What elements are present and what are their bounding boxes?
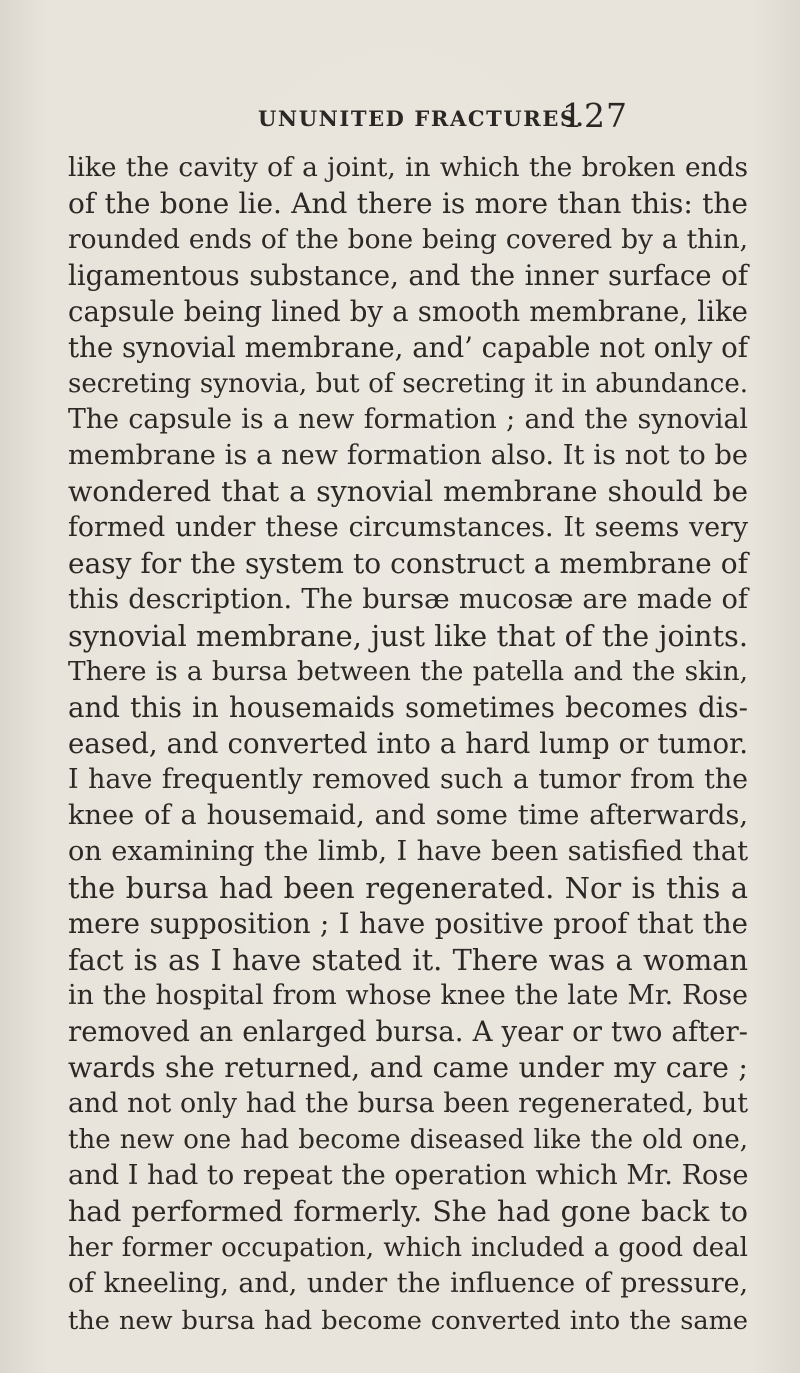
text-line: the bursa had been regenerated. Nor is this a [68, 871, 748, 906]
text-line: wards she returned, and came under my care ; [68, 1051, 748, 1085]
text-line: mere supposition ; I have positive proof that the [68, 907, 748, 941]
text-line: formed under these circumstances. It seems very [68, 512, 748, 544]
text-line: capsule being lined by a smooth membrane, like [68, 295, 748, 329]
text-line: membrane is a new formation also. It is not to be [68, 440, 748, 472]
running-title: UNUNITED FRACTURES. [258, 106, 585, 131]
text-line: There is a bursa between the patella and the skin, [68, 656, 748, 688]
text-line: rounded ends of the bone being covered by a thin, [68, 224, 748, 256]
body-text [68, 150, 748, 1339]
text-line: the new one had become diseased like the old one, [68, 1125, 748, 1156]
text-line: in the hospital from whose knee the late Mr. Rose [68, 980, 748, 1012]
text-line: fact is as I have stated it. There was a woman [68, 943, 748, 978]
text-line: eased, and converted into a hard lump or tumor. [68, 727, 748, 761]
text-line: easy for the system to construct a membrane of [68, 547, 748, 581]
text-line: the new bursa had become converted into the same [68, 1305, 748, 1336]
text-line: and not only had the bursa been regenerated, but [68, 1088, 748, 1120]
text-line: I have frequently removed such a tumor from the [68, 764, 748, 796]
text-line: knee of a housemaid, and some time afterwards, [68, 800, 748, 832]
text-line: and I had to repeat the operation which Mr. Rose [68, 1160, 749, 1192]
text-line: the synovial membrane, and’ capable not only of [68, 331, 748, 365]
text-line: wondered that a synovial membrane should be [68, 475, 748, 509]
text-line: ligamentous substance, and the inner surface of [68, 259, 748, 293]
text-line: secreting synovia, but of secreting it in abundance. [68, 369, 748, 400]
text-line: removed an enlarged bursa. A year or two after- [68, 1015, 748, 1049]
text-line: and this in housemaids sometimes becomes dis- [68, 691, 748, 725]
text-line: on examining the limb, I have been satisfied that [68, 836, 748, 868]
page-number: 127 [562, 96, 628, 135]
text-line: had performed formerly. She had gone back to [68, 1195, 748, 1229]
running-head [258, 96, 678, 136]
text-line: this description. The bursæ mucosæ are made of [68, 584, 748, 616]
text-line: her former occupation, which included a good deal [68, 1233, 748, 1264]
text-line: synovial membrane, just like that of the joints. [68, 619, 748, 654]
text-line: of kneeling, and, under the influence of pressure, [68, 1268, 748, 1300]
text-line: of the bone lie. And there is more than this: the [68, 187, 748, 221]
text-line: The capsule is a new formation ; and the synovial [68, 404, 748, 436]
text-line: like the cavity of a joint, in which the broken ends [68, 152, 748, 183]
